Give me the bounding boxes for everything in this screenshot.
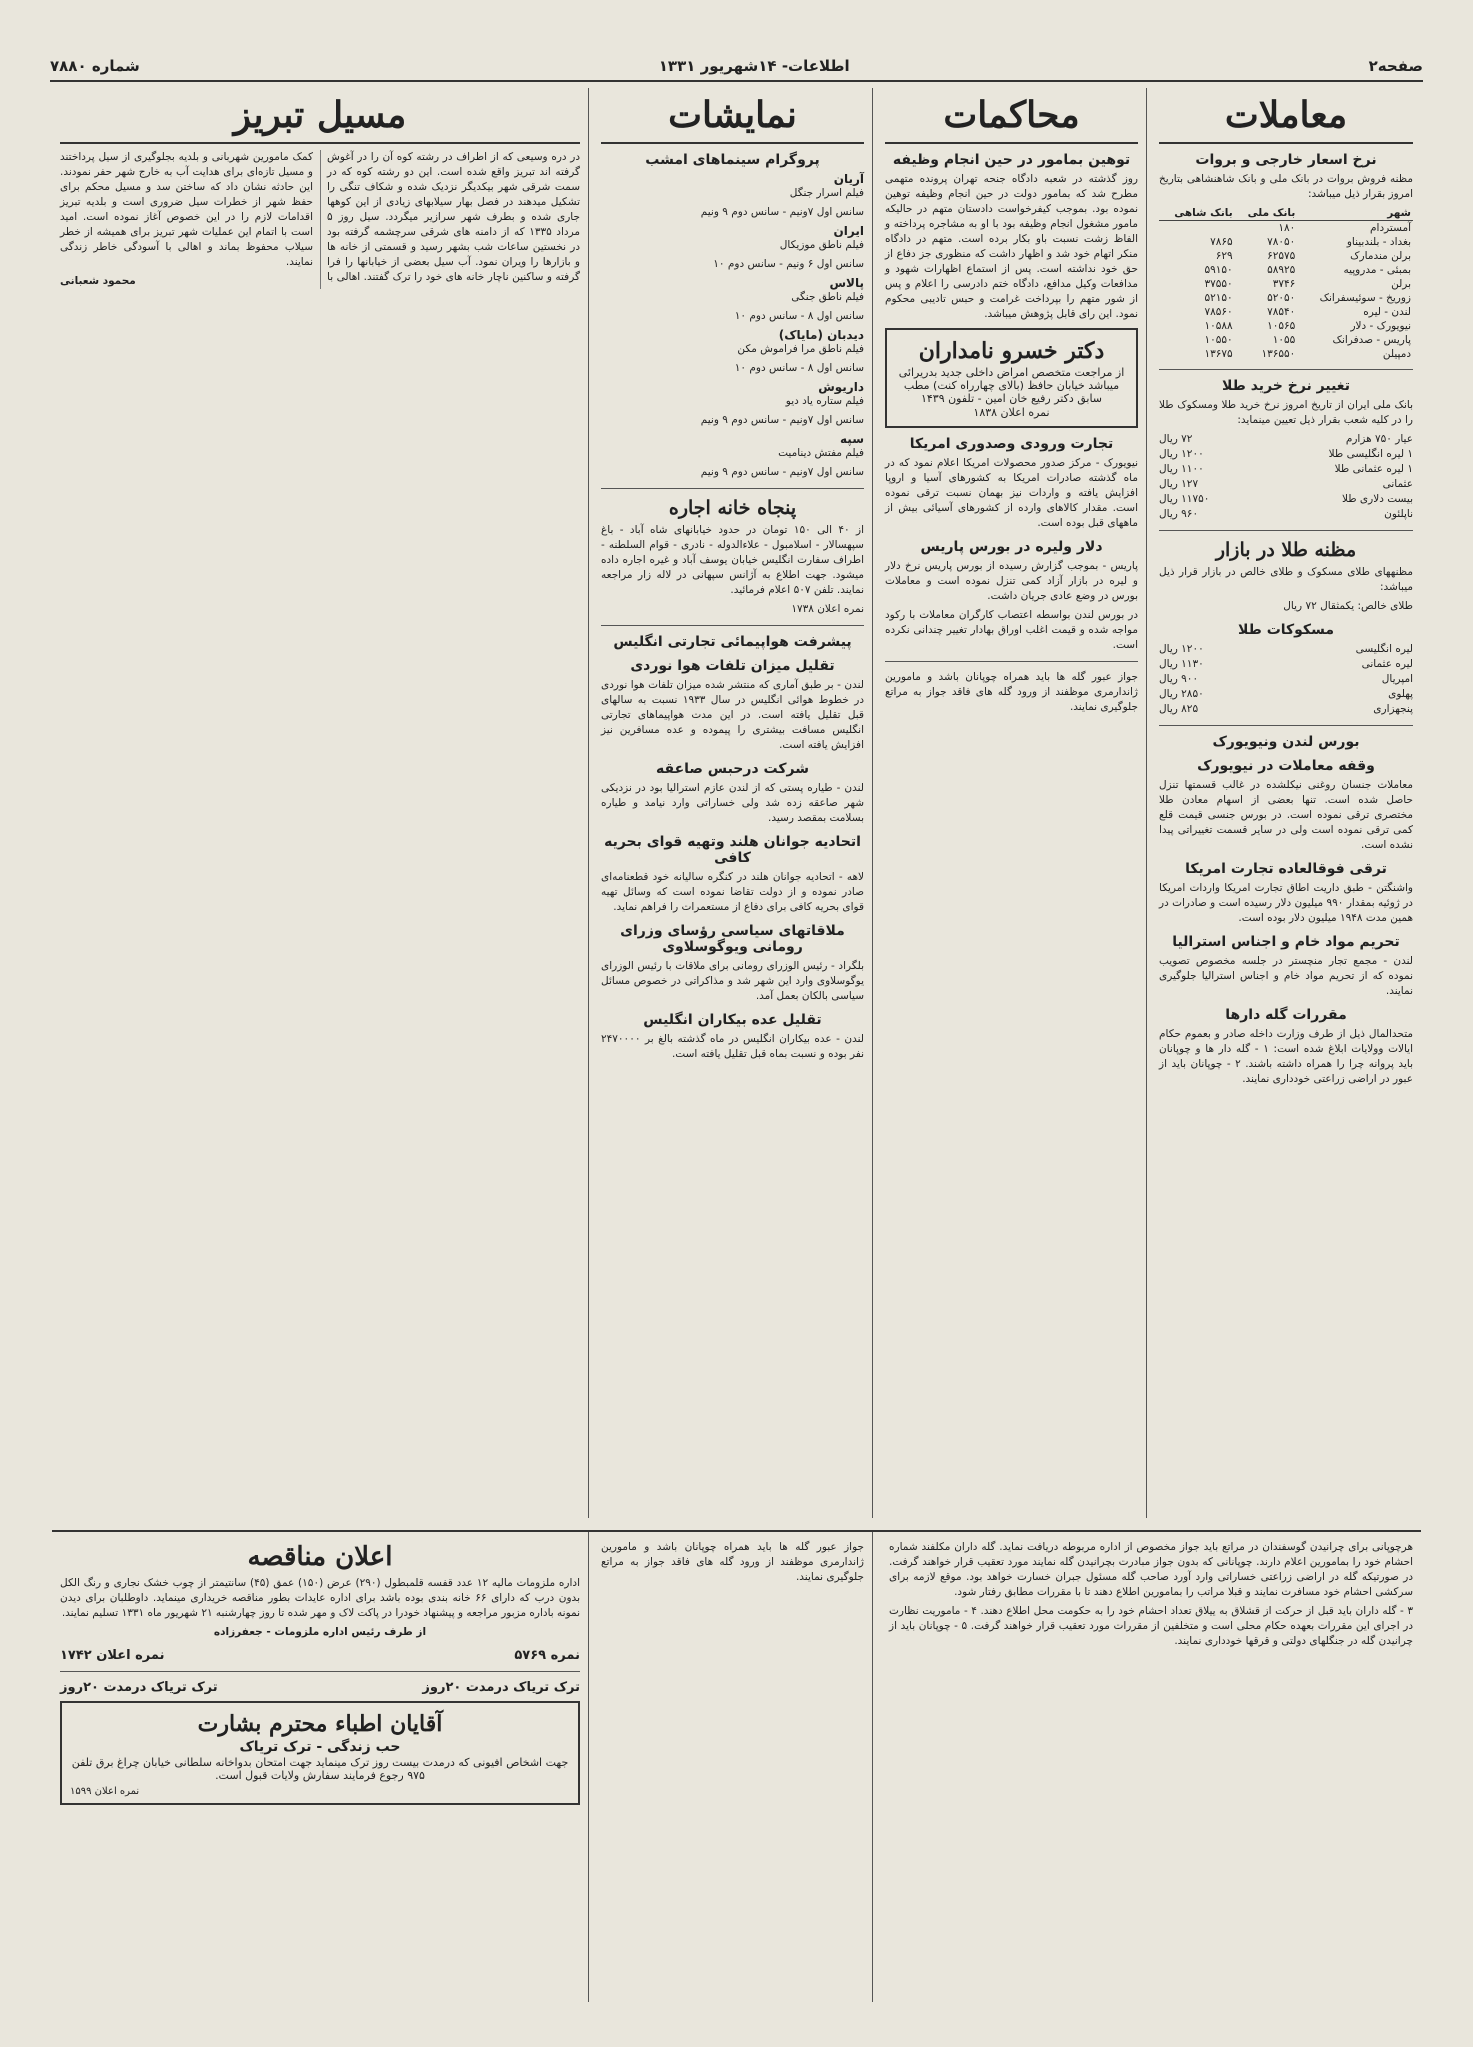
item-label: عثمانی	[1382, 478, 1413, 490]
divider	[1159, 725, 1413, 726]
flood-title: مسیل تبریز	[60, 94, 580, 144]
cinema-name: داریوش	[818, 380, 864, 394]
house-ad-number: نمره اعلان ۱۷۳۸	[791, 603, 864, 615]
table-cell: بمبئی - مدروپیه	[1343, 264, 1411, 276]
table-cell: ۵۹۱۵۰	[1204, 264, 1233, 276]
item-value: ۱۲۷ ریال	[1159, 478, 1199, 490]
list-item	[1159, 432, 1413, 447]
doctor-ad	[885, 328, 1138, 428]
flood-author: محمود شعبانی	[60, 275, 136, 287]
trade-column	[1151, 88, 1421, 1518]
ban-text: لندن - مجمع تجار منچستر در جلسه مخصوص تصویب نموده که از تحریم مواد خام و اجناس استرالیا جلوگیری نمایند.	[1159, 955, 1413, 997]
rules-continued: ۳ - گله داران باید قبل از حرکت از قشلاق به ییلاق تعداد احشام خود را به حکومت محل اطلاع دهند. ۴ - ماموریت نظارت در اجرای این مقررات بعهده حکام محلی است و متخلفین از مقررات مورد تعقیب قرار خواهند گرفت. ۵ - چوپانان باید از چرانیدن گله در جنگلهای دولتی و قرقها خودداری نمایند.	[889, 1605, 1413, 1647]
ban-heading: تحریم مواد خام و اجناس استرالیا	[1172, 934, 1400, 950]
table-row	[1159, 235, 1413, 249]
table-cell: ۵۲۱۵۰	[1204, 292, 1233, 304]
shepherds-note: جواز عبور گله ها باید همراه چوپانان باشد و مامورین ژاندارمری موظفند از ورود گله های فاقد جواز به مراتع جلوگیری نمایند.	[601, 1541, 864, 1583]
list-item	[601, 432, 864, 480]
table-cell: ۵۲۰۵۰	[1267, 292, 1296, 304]
table-cell: زوریخ - سوئیسفرانک	[1319, 292, 1411, 304]
paris-heading: دلار ولیره در بورس پاریس	[920, 539, 1103, 555]
list-item	[601, 380, 864, 428]
divider	[601, 625, 864, 626]
shows-title: نمایشات	[601, 94, 864, 144]
item-label: لیره عثمانی	[1361, 658, 1413, 670]
tender-signoff: از طرف رئیس اداره ملزومات - جعفرزاده	[213, 1626, 427, 1638]
item-value: ۱۲۰۰ ریال	[1159, 643, 1204, 655]
flood-body: در دره وسیعی که از اطراف در رشته کوه آن را در آغوش گرفته اند تبریز واقع شده است. این دو رشته کوه که در سمت شرقی شهر بیکدیگر نزدیک شده و شکاف تنگی را تشکیل میدهند در فصل بهار سیلابهای زیادی از این کوهها جاری شده و بطرف شهر سرازیر میگردد. سیل روز ۵ مرداد ۱۳۳۵ که از دامنه های شرقی سرچشمه گرفته بود در نخستین ساعات شب بشهر رسید و قسمتی از خانه ها و بازارها را ویران نمود. آب سیل بعضی از خیابانها را فرا گرفته و ساکنین ناچار خانه های خود را ترک گفتند. اهالی با کمک مامورین شهربانی و بلدیه بجلوگیری از سیل پرداختند و مسیل تازه‌ای برای هدایت آب به خارج شهر حفر نمودند. این حادثه نشان داد که ساختن سد و مسیل محکم برای حفظ شهر از خطرات سیل ضروری است و بلدیه تبریز اقدامات لازم را در این خصوص آغاز نموده است. امید است با اتمام این عملیات شهر تبریز برای همیشه از خطر سیلاب محفوظ بماند و اهالی با آسودگی خاطر زندگی نمایند.	[60, 151, 580, 283]
gold-change-heading: تغییر نرخ خرید طلا	[1222, 378, 1350, 394]
cinema-film: فیلم اسرار جنگل	[789, 187, 864, 199]
list-item	[1159, 462, 1413, 477]
table-cell: دمپیلن	[1382, 348, 1411, 360]
list-item	[601, 328, 864, 376]
item-value: ۱۱۰۰ ریال	[1159, 463, 1204, 475]
tender-number-a: نمره ۵۷۶۹	[514, 1648, 580, 1663]
list-item	[1159, 447, 1413, 462]
item-label: ۱ لیره انگلیسی طلا	[1328, 448, 1413, 460]
table-cell: ۵۸۹۲۵	[1267, 264, 1296, 276]
rates-heading: نرخ اسعار خارجی و بروات	[1195, 152, 1377, 168]
unemployed-text: لندن - عده بیکاران انگلیس در ماه گذشته بالغ بر ۲۴۷۰۰۰۰ نفر بوده و نسبت بماه قبل تقلیل یافته است.	[601, 1033, 864, 1060]
rates-header-shahi: بانک شاهی	[1159, 206, 1235, 221]
item-value: ۱۲۰۰ ریال	[1159, 448, 1204, 460]
list-item	[1159, 492, 1413, 507]
issue-label: شماره ۷۸۸۰	[50, 57, 140, 75]
opium-title: آقایان اطباء محترم بشارت	[197, 1711, 443, 1737]
cinema-name: ایران	[833, 224, 864, 238]
cinema-name: پالاس	[829, 276, 864, 290]
paris-text: پاریس - بموجب گزارش رسیده از بورس پاریس نرخ دلار و لیره در بازار آزاد کمی تنزل نموده است و معاملات بورس در وضع عادی جریان داشت.	[885, 560, 1138, 602]
bourse-subheading: وقفه معاملات در نیویورک	[1197, 758, 1375, 774]
cinema-list	[601, 172, 864, 480]
aviation-subheading: تقلیل میزان تلفات هوا نوردی	[630, 658, 835, 674]
aviation-text: لندن - بر طبق آماری که منتشر شده میزان تلفات هوا نوردی در خطوط هوائی انگلیس در سال ۱۹۳۳ نسبت به سالهای قبل تقلیل یافته است. در این مدت هواپیماهای تجارتی انگلیس مسافت بیشتری را پیموده و عده مسافرین نیز افزایش یافته است.	[601, 679, 865, 751]
romania-heading: ملاقاتهای سیاسی رؤسای وزرای رومانی ویوگوسلاوی	[620, 923, 845, 955]
divider	[1159, 530, 1413, 531]
masthead	[50, 56, 1423, 82]
rates-header-city: شهر	[1297, 206, 1413, 221]
aviation-heading: پیشرفت هواپیمائی تجارتی انگلیس	[613, 634, 852, 650]
table-cell: ۷۸۵۴۰	[1267, 306, 1296, 318]
list-item	[601, 224, 864, 272]
item-label: ۱ لیره عثمانی طلا	[1334, 463, 1413, 475]
table-cell: برلن مندمارک	[1350, 250, 1411, 262]
table-cell: پاریس - صدفرانک	[1332, 334, 1411, 346]
flood-article	[60, 150, 580, 289]
cinema-times: سانس اول ۷ونیم - سانس دوم ۹ ونیم	[700, 206, 864, 218]
table-cell: ۱۳۶۵۵۰	[1261, 348, 1296, 360]
table-cell: ۱۳۶۷۵	[1204, 348, 1233, 360]
ads-block	[52, 1532, 589, 2002]
table-cell: برلن	[1391, 278, 1411, 290]
bottom-section	[52, 1530, 1421, 2002]
list-item	[1159, 657, 1413, 672]
list-item	[1159, 642, 1413, 657]
item-label: پهلوی	[1388, 688, 1413, 700]
opium-strip-a: ترک تریاک درمدت ۲۰روز	[422, 1680, 580, 1695]
list-item	[1159, 687, 1413, 702]
cinema-times: سانس اول ۷ونیم - سانس دوم ۹ ونیم	[700, 466, 864, 478]
item-value: ۱۱۷۵۰ ریال	[1159, 493, 1210, 505]
item-value: ۸۲۵ ریال	[1159, 703, 1199, 715]
table-cell: ۱۰۵۶۵	[1267, 320, 1296, 332]
company-text: لندن - طیاره پستی که از لندن عازم استرالیا بود در نزدیکی شهر صاعقه زده شد ولی خساراتی وارد نیامد و طیاره بسلامت بمقصد رسید.	[601, 782, 864, 824]
tender-number-b: نمره اعلان ۱۷۴۲	[60, 1648, 165, 1663]
court-heading: توهین بمامور در حین انجام وظیفه	[892, 152, 1131, 168]
divider	[60, 1671, 580, 1672]
cinema-name: آریان	[833, 172, 864, 186]
item-label: لیره انگلیسی	[1355, 643, 1413, 655]
pasture-mid	[593, 1532, 873, 2002]
item-label: امپریال	[1381, 673, 1413, 685]
table-cell: ۱۰۵۵	[1272, 334, 1296, 346]
table-cell: ۶۲۵۷۵	[1267, 250, 1296, 262]
opium-number: نمره اعلان ۱۵۹۹	[70, 1786, 140, 1797]
cinema-times: سانس اول ۶ ونیم - سانس دوم ۱۰	[713, 258, 864, 270]
bourse-heading: بورس لندن ونیویورک	[1212, 734, 1360, 750]
imports-heading: تجارت ورودی وصدوری امریکا	[909, 436, 1114, 452]
list-item	[1159, 702, 1413, 717]
table-cell: آمستردام	[1370, 222, 1411, 234]
table-row	[1159, 221, 1413, 236]
list-item	[601, 172, 864, 220]
gold-change-text: بانک ملی ایران از تاریخ امروز نرخ خرید طلا ومسکوک طلا را در کلیه شعب بقرار ذیل تعیین مینماید:	[1159, 399, 1413, 426]
bourse-text: معاملات جنسان روغنی نیکلشده در غالب قسمتها تنزل حاصل شده است. تنها بعضی از اسهام معادن طلا مختصری ترقی نموده است. در بورس جنسی قیمت قلع کمی ترقی نموده است ولی در سایر قسمت تغییراتی پیدا نشده است.	[1159, 779, 1413, 851]
romania-text: بلگراد - رئیس الوزرای رومانی برای ملاقات با رئیس الوزرای یوگوسلاوی وارد این شهر شد و مذاکراتی در خصوص مسائل سیاسی بالکان بعمل آمد.	[601, 960, 864, 1002]
coins-list	[1159, 642, 1413, 717]
table-cell: بغداد - بلندبیناو	[1346, 236, 1411, 248]
rates-table	[1159, 206, 1413, 361]
list-item	[1159, 672, 1413, 687]
item-value: ۷۲ ریال	[1159, 433, 1193, 445]
table-row	[1159, 333, 1413, 347]
tender-numbers	[60, 1648, 580, 1663]
table-row	[1159, 277, 1413, 291]
shepherds-text: جواز عبور گله ها باید همراه چوپانان باشد و مامورین ژاندارمری موظفند از ورود گله های فاقد جواز به مراتع جلوگیری نمایند.	[885, 671, 1138, 713]
court-body: روز گذشته در شعبه دادگاه جنحه تهران پرونده متهمی مطرح شد که بمامور دولت در حین انجام وظیفه توهین نموده بود. بموجب کیفرخواست دادستان متهم در حالیکه مامور مشغول انجام وظیفه بود با او به مشاجره پرداخته و الفاظ زشت نسبت باو بکار برده است. متهم در دادگاه منکر اتهام خود شد و اظهار داشت که منظوری جز دفاع از حق خود نداشته است. پس از استماع اظهارات شهود و مدافعات وکیل مدافع، دادگاه ختم دادرسی را اعلام و پس از شور متهم را بپرداخت غرامت و حبس تادیبی محکوم نمود. این رای قابل پژوهش میباشد.	[885, 173, 1138, 320]
table-cell: ۱۸۰	[1278, 222, 1296, 234]
table-cell: ۶۲۹	[1215, 250, 1233, 262]
main-grid	[52, 88, 1421, 1518]
doctor-ad-text: از مراجعت متخصص امراض داخلی جدید بدریرائی میباشد خیابان حافظ (بالای چهارراه کنت) مطب سابق دکتر رفیع خان امین - تلفون ۱۴۳۹	[898, 366, 1125, 405]
cinema-times: سانس اول ۸ - سانس دوم ۱۰	[734, 310, 864, 322]
doctor-ad-number: نمره اعلان ۱۸۳۸	[973, 406, 1050, 419]
coins-heading: مسکوکات طلا	[1238, 622, 1334, 638]
cinema-film: فیلم ناطق مرا فراموش مکن	[737, 343, 864, 355]
shows-column	[593, 88, 873, 1518]
table-row	[1159, 249, 1413, 263]
table-cell: ۷۸۶۵	[1210, 236, 1233, 248]
bazaar-heading: مظنه طلا در بازار	[1215, 539, 1357, 561]
table-cell: ۱۰۵۵۰	[1204, 334, 1233, 346]
table-cell: نیویورک - دلار	[1350, 320, 1411, 332]
trade-title: معاملات	[1159, 94, 1413, 144]
rates-header-melli: بانک ملی	[1235, 206, 1298, 221]
table-row	[1159, 305, 1413, 319]
page-label: صفحه۲	[1368, 57, 1423, 75]
pasture-rules	[881, 1532, 1421, 2002]
table-row	[1159, 263, 1413, 277]
table-cell: لندن - لیره	[1363, 306, 1411, 318]
opium-strip-b: ترک تریاک درمدت ۲۰روز	[60, 1680, 218, 1695]
cinema-film: فیلم ستاره یاد دیو	[785, 395, 864, 407]
list-item	[601, 276, 864, 324]
youth-heading: اتحادیه جوانان هلند وتهیه قوای بحریه کافی	[604, 834, 861, 866]
court-column	[877, 88, 1147, 1518]
pasture-text: هرچوپانی برای چرانیدن گوسفندان در مراتع باید جواز مخصوص از اداره مربوطه دریافت نماید. گله داران مکلفند شماره احشام خود را بمامورین اعلام دارند. چوپانانی که بدون جواز مبادرت بچرانیدن گله نمایند مورد تعقیب قرار خواهند گرفت. در صورتیکه گله در اراضی زراعتی خساراتی وارد آورد صاحب گله مسئول جبران خسارت خواهد بود. موقع لازمه برای سرکشی احشام خود مسافرت نمایند و قبلا مراتب را بمامورین اطلاع دهند تا با مقررات مطابق رفتار شود.	[889, 1541, 1413, 1598]
bazaar-text: مظنههای طلای مسکوک و طلای خالص در بازار قرار ذیل میباشد:	[1159, 566, 1413, 593]
divider	[601, 488, 864, 489]
youth-text: لاهه - اتحادیه جوانان هلند در کنگره سالیانه خود قطعنامه‌ای صادر نموده و از دولت تقاضا نموده است که وسائل تهیه قوای بحریه کافی برای دفاع از مستعمرات را فراهم نماید.	[601, 871, 864, 913]
rules-text: متحدالمال ذیل از طرف وزارت داخله صادر و بعموم حکام ایالات وولایات ابلاغ شده است: ۱ - گله دار ها و چوپانان باید پروانه چرا را همراه داشته باشند. ۲ - چوپانان باید از عبور در اراضی زراعتی خودداری نمایند.	[1159, 1028, 1413, 1085]
cinema-film: فیلم ناطق موزیکال	[779, 239, 864, 251]
doctor-ad-title: دکتر خسرو نامداران	[918, 338, 1105, 364]
divider	[1159, 369, 1413, 370]
table-cell: ۷۸۵۶۰	[1204, 306, 1233, 318]
table-cell: ۳۷۴۶	[1272, 278, 1296, 290]
item-value: ۹۰۰ ریال	[1159, 673, 1199, 685]
item-label: پنجهزاری	[1373, 703, 1413, 715]
cinema-film: فیلم ناطق جنگی	[791, 291, 864, 303]
tender-text: اداره ملزومات مالیه ۱۲ عدد قفسه قلمبطول (۲۹۰) عرض (۱۵۰) عمق (۴۵) سانتیمتر از چوب خشک نجاری و رنگ الکل بدون درب که دارای ۶۶ خانه بندی بوده باشد برای اداره عایدات بطور مناقصه خریداری مینماید. داوطلبان برای دیدن نمونه باداره مزبور مراجعه و پیشنهاد خودرا در پاکت لاک و مهر شده تا روز چهارشنبه ۲۱ شهریور ماه ۱۳۳۱ تسلیم نمایند.	[60, 1577, 580, 1619]
cinema-times: سانس اول ۷ونیم - سانس دوم ۹ ونیم	[700, 414, 864, 426]
company-heading: شرکت درحبس صاعقه	[656, 761, 809, 777]
court-title: محاکمات	[885, 94, 1138, 144]
cinema-name: دیدبان (مایاک)	[778, 328, 864, 342]
table-cell: ۷۸۰۵۰	[1267, 236, 1296, 248]
bazaar-line: طلای خالص: یکمثقال ۷۲ ریال	[1283, 600, 1413, 612]
table-row	[1159, 291, 1413, 305]
rates-intro: مظنه فروش بروات در بانک ملی و بانک شاهنشاهی بتاریخ امروز بقرار ذیل میباشد:	[1159, 173, 1413, 200]
item-label: عیار ۷۵۰ هزارم	[1345, 433, 1413, 445]
flood-column	[52, 88, 589, 1518]
house-ad-title: پنجاه خانه اجاره	[668, 497, 797, 519]
london-text: در بورس لندن بواسطه اعتصاب کارگران معاملات با رکود مواجه شده و قیمت اغلب اوراق بهادار تغییر چندانی نکرده است.	[885, 609, 1138, 651]
table-cell: ۳۷۵۵۰	[1204, 278, 1233, 290]
table-cell: ۱۰۵۸۸	[1204, 320, 1233, 332]
item-label: بیست دلاری طلا	[1341, 493, 1413, 505]
table-row	[1159, 347, 1413, 361]
date-line: اطلاعات- ۱۴شهریور ۱۳۳۱	[658, 57, 850, 75]
house-ad-text: از ۴۰ الی ۱۵۰ تومان در حدود خیابانهای شاه آباد - باغ سپهسالار - اسلامبول - علاءالدوله - نادری - قوام السلطنه - اطراف سفارت انگلیس خیابان یوسف آباد و غیره اجاره داده میشود. جهت اطلاع به آژانس سپهانی در لاله زار مراجعه نمایند. تلفن ۵۰۷ اعلام فرمائید.	[601, 524, 865, 596]
opium-text: جهت اشخاص افیونی که درمدت بیست روز ترک مینماید جهت امتحان بدواخانه سلطانی خیابان چراغ برق تلفن ۹۷۵ رجوع فرمایند سفارش ولایات قبول است.	[71, 1756, 569, 1782]
unemployed-heading: تقلیل عده بیکاران انگلیس	[643, 1012, 822, 1028]
table-row	[1159, 319, 1413, 333]
cinema-times: سانس اول ۸ - سانس دوم ۱۰	[734, 362, 864, 374]
tender-title: اعلان مناقصه	[247, 1542, 393, 1572]
opium-strip	[60, 1680, 580, 1695]
item-value: ۲۸۵۰ ریال	[1159, 688, 1204, 700]
imports-text: نیویورک - مرکز صدور محصولات امریکا اعلام نمود که در ماه گذشته صادرات امریکا به کشورهای آسیا و اروپا افزایش یافته و واردات نیز بهمان نسبت ترقی نموده است. مقدار کالاهای وارده از کشورهای آسیائی بیش از ماههای قبل بوده است.	[885, 457, 1138, 529]
rules-heading: مقررات گله دارها	[1225, 1007, 1347, 1023]
list-item	[1159, 477, 1413, 492]
cinema-film: فیلم مفتش دینامیت	[778, 447, 864, 459]
opium-ad	[60, 1701, 580, 1805]
cinema-name: سپه	[840, 432, 864, 446]
item-value: ۹۶۰ ریال	[1159, 508, 1199, 520]
opium-subtitle: حب زندگی - ترک تریاک	[239, 1739, 401, 1755]
list-item	[1159, 507, 1413, 522]
item-value: ۱۱۳۰ ریال	[1159, 658, 1204, 670]
table-cell	[1159, 221, 1235, 236]
us-trade-text: واشنگتن - طبق داریت اطاق تجارت امریکا واردات امریکا در ژوئیه بمقدار ۹۹۰ میلیون دلار رسیده است و صادرات در همین مدت ۱۹۴۸ میلیون دلار بوده است.	[1159, 882, 1413, 924]
item-label: ناپلئون	[1384, 508, 1413, 520]
us-trade-heading: ترقی فوقالعاده تجارت امریکا	[1185, 861, 1387, 877]
program-heading: پروگرام سینماهای امشب	[645, 152, 820, 168]
gold-price-list	[1159, 432, 1413, 522]
divider	[885, 661, 1138, 662]
